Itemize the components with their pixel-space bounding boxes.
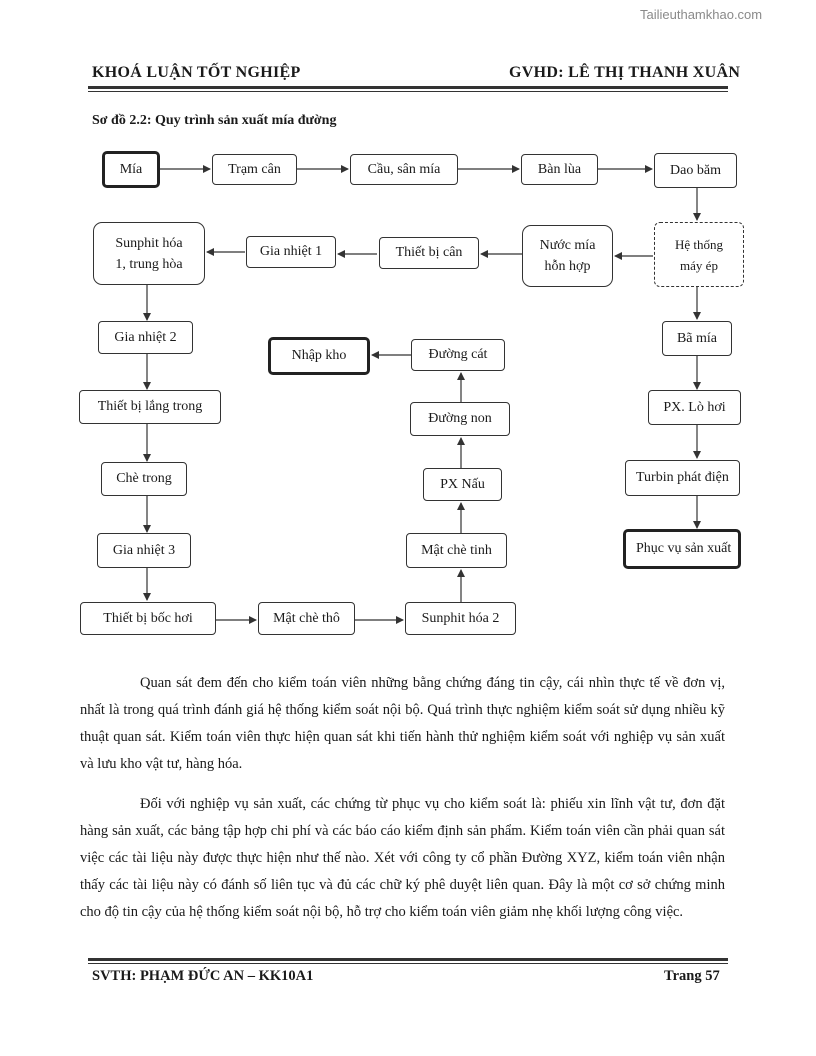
node-sunphit-1-line2: 1, trung hòa [115,256,183,272]
node-che-trong: Chè trong [101,462,187,496]
footer-student: SVTH: PHẠM ĐỨC AN – KK10A1 [92,968,314,984]
node-phuc-vu-san-xuat: Phục vụ sản xuất [623,529,741,569]
node-duong-cat: Đường cát [411,339,505,371]
node-sunphit-hoa-2: Sunphit hóa 2 [405,602,516,635]
node-thiet-bi-lang-trong: Thiết bị lắng trong [79,390,221,424]
node-he-thong-line1: Hệ thống [674,236,724,252]
node-he-thong-line2: máy ép [680,257,718,273]
node-nuoc-mia-hon-hop [522,225,613,287]
paragraph-2: Đối với nghiệp vụ sản xuất, các chứng từ phục vụ cho kiểm soát là: phiếu xin lĩnh vật tư, đơn đặt hàng sản xuất, các bảng tập hợp chi phí và các báo cáo kiểm định sản phẩm. Kiểm toán viên cần phải quan sát việc các tài liệu này được thực hiện như thế nào. Xét với công ty cổ phần Đường XYZ, kiểm toán viên nhận thấy các tài liệu này có đánh số liên tục và đủ các chữ ký phê duyệt liên quan. Đây là một cơ sở chứng minh cho độ tin cậy của hệ thống kiểm soát nội bộ, hỗ trợ cho kiểm toán viên giảm nhẹ khối lượng công việc. [80,796,725,920]
node-thiet-bi-can: Thiết bị cân [379,237,479,269]
node-px-nau: PX Nấu [423,468,502,501]
node-tram-can: Trạm cân [212,154,297,185]
node-gia-nhiet-1: Gia nhiệt 1 [246,236,336,268]
node-turbin-phat-dien: Turbin phát điện [625,460,740,496]
node-nuoc-mia-line2: hỗn hợp [544,259,591,274]
footer-rule-thick [88,958,728,961]
node-ban-lua: Bàn lùa [521,154,598,185]
node-gia-nhiet-2: Gia nhiệt 2 [98,321,193,354]
node-cau-san-mia: Cầu, sân mía [350,154,458,185]
node-sunphit-1-line1: Sunphit hóa [115,235,183,251]
node-sunphit-hoa-1 [93,222,205,285]
header-supervisor: GVHD: LÊ THỊ THANH XUÂN [509,64,741,81]
watermark-text: Tailieuthamkhao.com [640,7,763,22]
footer-rule-thin [88,963,728,964]
node-thiet-bi-boc-hoi: Thiết bị bốc hơi [80,602,216,635]
node-mia: Mía [102,151,160,188]
node-gia-nhiet-3: Gia nhiệt 3 [97,533,191,568]
node-he-thong-may-ep [654,222,744,287]
node-dao-bam: Dao băm [654,153,737,188]
node-nuoc-mia-line1: Nước mía [539,238,596,253]
diagram-caption: Sơ đồ 2.2: Quy trình sản xuất mía đường [92,113,337,128]
node-duong-non: Đường non [410,402,510,436]
node-mat-che-tinh: Mật chè tinh [406,533,507,568]
node-nhap-kho: Nhập kho [268,337,370,375]
node-px-lo-hoi: PX. Lò hơi [648,390,741,425]
paragraph-1: Quan sát đem đến cho kiểm toán viên những bằng chứng đáng tin cậy, cái nhìn thực tế về đơn vị, nhất là trong quá trình đánh giá hệ thống kiểm soát nội bộ. Quá trình thực nghiệm kiểm soát sử dụng nhiều kỹ thuật quan sát. Kiểm toán viên thực hiện quan sát khi tiến hành thử nghiệm kiểm soát với nghiệp vụ sản xuất và lưu kho vật tư, hàng hóa. [80,675,725,772]
node-mat-che-tho: Mật chè thô [258,602,355,635]
header-thesis-title: KHOÁ LUẬN TỐT NGHIỆP [92,64,301,81]
node-ba-mia: Bã mía [662,321,732,356]
footer-page-number: Trang 57 [664,968,720,984]
